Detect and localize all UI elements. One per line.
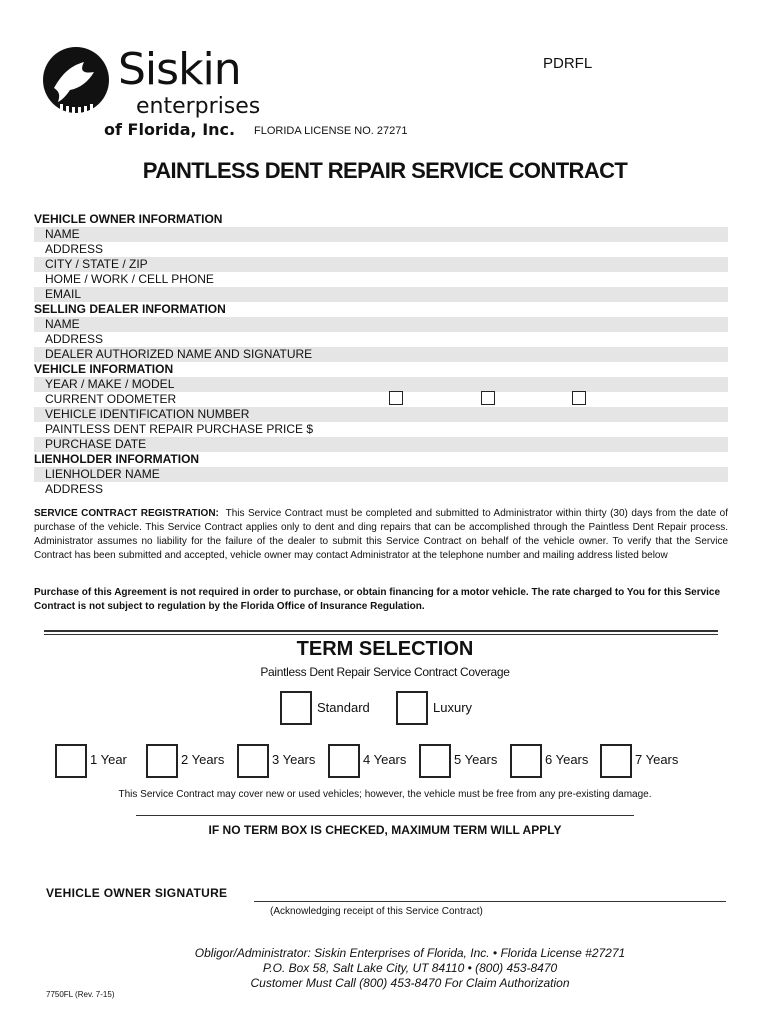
vehicle-ymm-field[interactable]: YEAR / MAKE / MODEL bbox=[34, 377, 728, 392]
owner-address-field[interactable]: ADDRESS bbox=[45, 242, 104, 256]
section-divider bbox=[44, 630, 718, 635]
term-2-years-checkbox[interactable] bbox=[146, 744, 178, 778]
standard-checkbox[interactable] bbox=[280, 691, 312, 725]
odometer-checkbox-3[interactable] bbox=[572, 391, 586, 405]
revision-code: 7750FL (Rev. 7-15) bbox=[46, 990, 115, 999]
term-7-years-label: 7 Years bbox=[635, 752, 679, 767]
vehicle-heading: VEHICLE INFORMATION bbox=[34, 362, 174, 376]
vehicle-odometer-field[interactable]: CURRENT ODOMETER bbox=[45, 392, 177, 406]
signature-line[interactable] bbox=[254, 901, 726, 902]
siskin-bird-logo bbox=[40, 44, 112, 116]
signature-label: VEHICLE OWNER SIGNATURE bbox=[46, 886, 228, 900]
lienholder-heading: LIENHOLDER INFORMATION bbox=[34, 452, 200, 466]
registration-paragraph bbox=[34, 507, 728, 563]
license-number: FLORIDA LICENSE NO. 27271 bbox=[254, 125, 408, 137]
owner-phone-field[interactable]: HOME / WORK / CELL PHONE bbox=[45, 272, 214, 286]
luxury-checkbox[interactable] bbox=[396, 691, 428, 725]
dealer-address-field[interactable]: ADDRESS bbox=[45, 332, 104, 346]
lienholder-name-field[interactable]: LIENHOLDER NAME bbox=[34, 467, 728, 482]
brand-location: of Florida, Inc. bbox=[104, 120, 236, 139]
brand-subtitle: enterprises bbox=[136, 94, 261, 119]
owner-name-field[interactable]: NAME bbox=[34, 227, 728, 242]
owner-city-field[interactable]: CITY / STATE / ZIP bbox=[34, 257, 728, 272]
footer-address: P.O. Box 58, Salt Lake City, UT 84110 • (800) 453-8470 bbox=[262, 961, 558, 975]
dealer-signature-field[interactable]: DEALER AUTHORIZED NAME AND SIGNATURE bbox=[34, 347, 728, 362]
brand-name: Siskin bbox=[118, 44, 241, 95]
footer-administrator: Obligor/Administrator: Siskin Enterprises of Florida, Inc. • Florida License #27271 bbox=[194, 946, 626, 960]
term-6-years-checkbox[interactable] bbox=[510, 744, 542, 778]
vehicle-purchase-date-field[interactable]: PURCHASE DATE bbox=[34, 437, 728, 452]
term-3-years-label: 3 Years bbox=[272, 752, 316, 767]
term-1-year-checkbox[interactable] bbox=[55, 744, 87, 778]
form-code: PDRFL bbox=[543, 55, 593, 72]
term-1-year-label: 1 Year bbox=[90, 752, 127, 767]
registration-label: SERVICE CONTRACT REGISTRATION: bbox=[34, 508, 219, 519]
term-7-years-checkbox[interactable] bbox=[600, 744, 632, 778]
term-3-years-checkbox[interactable] bbox=[237, 744, 269, 778]
registration-text: This Service Contract must be completed and submitted to Administrator within thirty (30) days from the date of purchase of the vehicle. This Service Contract applies only to dent and ding repairs that can be accomplished through the Paintless Dent Repair process. Administrator assumes no liability for the failure of the dealer to submit this Service Contract on behalf of the vehicle owner. To verify that the Service Contract has been submitted and accepted, vehicle owner may contact Administrator at the telephone number and mailing address listed below bbox=[34, 508, 728, 561]
odometer-checkbox-1[interactable] bbox=[389, 391, 403, 405]
term-5-years-label: 5 Years bbox=[454, 752, 498, 767]
term-6-years-label: 6 Years bbox=[545, 752, 589, 767]
page-title: PAINTLESS DENT REPAIR SERVICE CONTRACT bbox=[142, 158, 628, 183]
term-subtitle: Paintless Dent Repair Service Contract Coverage bbox=[260, 665, 510, 679]
purchase-notice: Purchase of this Agreement is not required in order to purchase, or obtain financing for a motor vehicle. The rate charged to You for this Service Contract is not subject to regulation by the Florida Office of Insurance Regulation. bbox=[34, 587, 721, 612]
standard-label: Standard bbox=[317, 700, 370, 715]
term-2-years-label: 2 Years bbox=[181, 752, 225, 767]
footer-claim-phone: Customer Must Call (800) 453-8470 For Claim Authorization bbox=[250, 976, 570, 990]
owner-heading: VEHICLE OWNER INFORMATION bbox=[34, 212, 223, 226]
odometer-checkbox-2[interactable] bbox=[481, 391, 495, 405]
term-title: TERM SELECTION bbox=[296, 638, 474, 660]
warning-divider bbox=[136, 815, 634, 816]
term-5-years-checkbox[interactable] bbox=[419, 744, 451, 778]
owner-email-field[interactable]: EMAIL bbox=[34, 287, 728, 302]
lienholder-address-field[interactable]: ADDRESS bbox=[45, 482, 104, 496]
coverage-note: This Service Contract may cover new or used vehicles; however, the vehicle must be free from any pre-existing damage. bbox=[118, 789, 652, 800]
dealer-name-field[interactable]: NAME bbox=[34, 317, 728, 332]
vehicle-price-field[interactable]: PAINTLESS DENT REPAIR PURCHASE PRICE $ bbox=[45, 422, 314, 436]
vehicle-vin-field[interactable]: VEHICLE IDENTIFICATION NUMBER bbox=[34, 407, 728, 422]
signature-note: (Acknowledging receipt of this Service Contract) bbox=[270, 906, 483, 917]
term-4-years-checkbox[interactable] bbox=[328, 744, 360, 778]
dealer-heading: SELLING DEALER INFORMATION bbox=[34, 302, 226, 316]
max-term-warning: IF NO TERM BOX IS CHECKED, MAXIMUM TERM WILL APPLY bbox=[208, 823, 562, 837]
term-4-years-label: 4 Years bbox=[363, 752, 407, 767]
luxury-label: Luxury bbox=[433, 700, 473, 715]
